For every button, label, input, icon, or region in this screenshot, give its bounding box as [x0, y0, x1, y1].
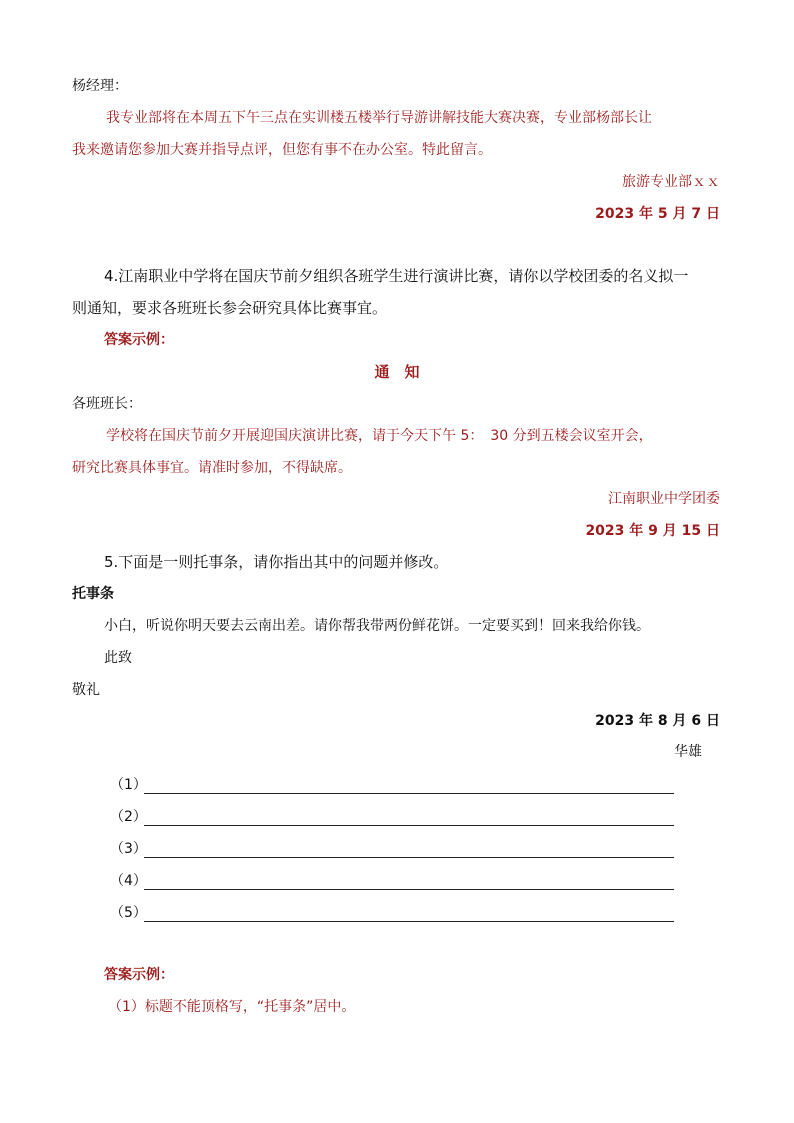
- answer-blank-4[interactable]: [110, 871, 674, 893]
- q5-answer-label: 答案示例：: [104, 967, 174, 983]
- blank-line: [144, 793, 674, 794]
- memo1-salutation: 杨经理：: [72, 78, 128, 94]
- blank-line: [144, 889, 674, 890]
- q4-body-line2: 研究比赛具体事宜。请准时参加，不得缺席。: [72, 460, 352, 476]
- q4-text-line2: 则通知，要求各班班长参会研究具体比赛事宜。: [72, 299, 388, 317]
- blank-number: （4）: [110, 873, 147, 889]
- blank-number: （5）: [110, 905, 147, 921]
- q5-memo-title: 托事条: [72, 586, 114, 602]
- memo1-signature: 旅游专业部ｘｘ: [622, 174, 720, 190]
- blank-number: （1）: [110, 777, 147, 793]
- q4-salutation: 各班班长：: [72, 396, 142, 412]
- answer-blank-2[interactable]: [110, 807, 674, 829]
- memo1-date: 2023 年 5 月 7 日: [595, 206, 720, 222]
- q5-answer-1: （1）标题不能顶格写，“托事条”居中。: [108, 999, 356, 1015]
- q5-closing1: 此致: [104, 650, 132, 666]
- q4-notice-title: 通 知: [374, 363, 420, 381]
- q5-date: 2023 年 8 月 6 日: [595, 713, 720, 729]
- q4-body-line1: 学校将在国庆节前夕开展迎国庆演讲比赛，请于今天下午 5： 30 分到五楼会议室开会，: [106, 428, 653, 444]
- answer-blank-3[interactable]: [110, 839, 674, 861]
- blank-number: （2）: [110, 809, 147, 825]
- blank-number: （3）: [110, 841, 147, 857]
- blank-line: [144, 825, 674, 826]
- q4-signature: 江南职业中学团委: [608, 491, 720, 507]
- memo1-body-line2: 我来邀请您参加大赛并指导点评，但您有事不在办公室。特此留言。: [72, 142, 492, 158]
- blank-line: [144, 857, 674, 858]
- answer-blank-5[interactable]: [110, 903, 674, 925]
- blank-line: [144, 921, 674, 922]
- q5-signature: 华雄: [674, 744, 702, 760]
- q4-text-line1: 4.江南职业中学将在国庆节前夕组织各班学生进行演讲比赛，请你以学校团委的名义拟一: [104, 267, 689, 285]
- answer-blank-1[interactable]: [110, 775, 674, 797]
- q4-date: 2023 年 9 月 15 日: [585, 523, 720, 539]
- q5-closing2: 敬礼: [72, 682, 100, 698]
- q5-memo-body: 小白，听说你明天要去云南出差。请你帮我带两份鲜花饼。一定要买到！回来我给你钱。: [104, 618, 650, 634]
- q5-text: 5.下面是一则托事条，请你指出其中的问题并修改。: [104, 553, 449, 571]
- q4-answer-label: 答案示例：: [104, 332, 174, 348]
- memo1-body-line1: 我专业部将在本周五下午三点在实训楼五楼举行导游讲解技能大赛决赛，专业部杨部长让: [106, 110, 652, 126]
